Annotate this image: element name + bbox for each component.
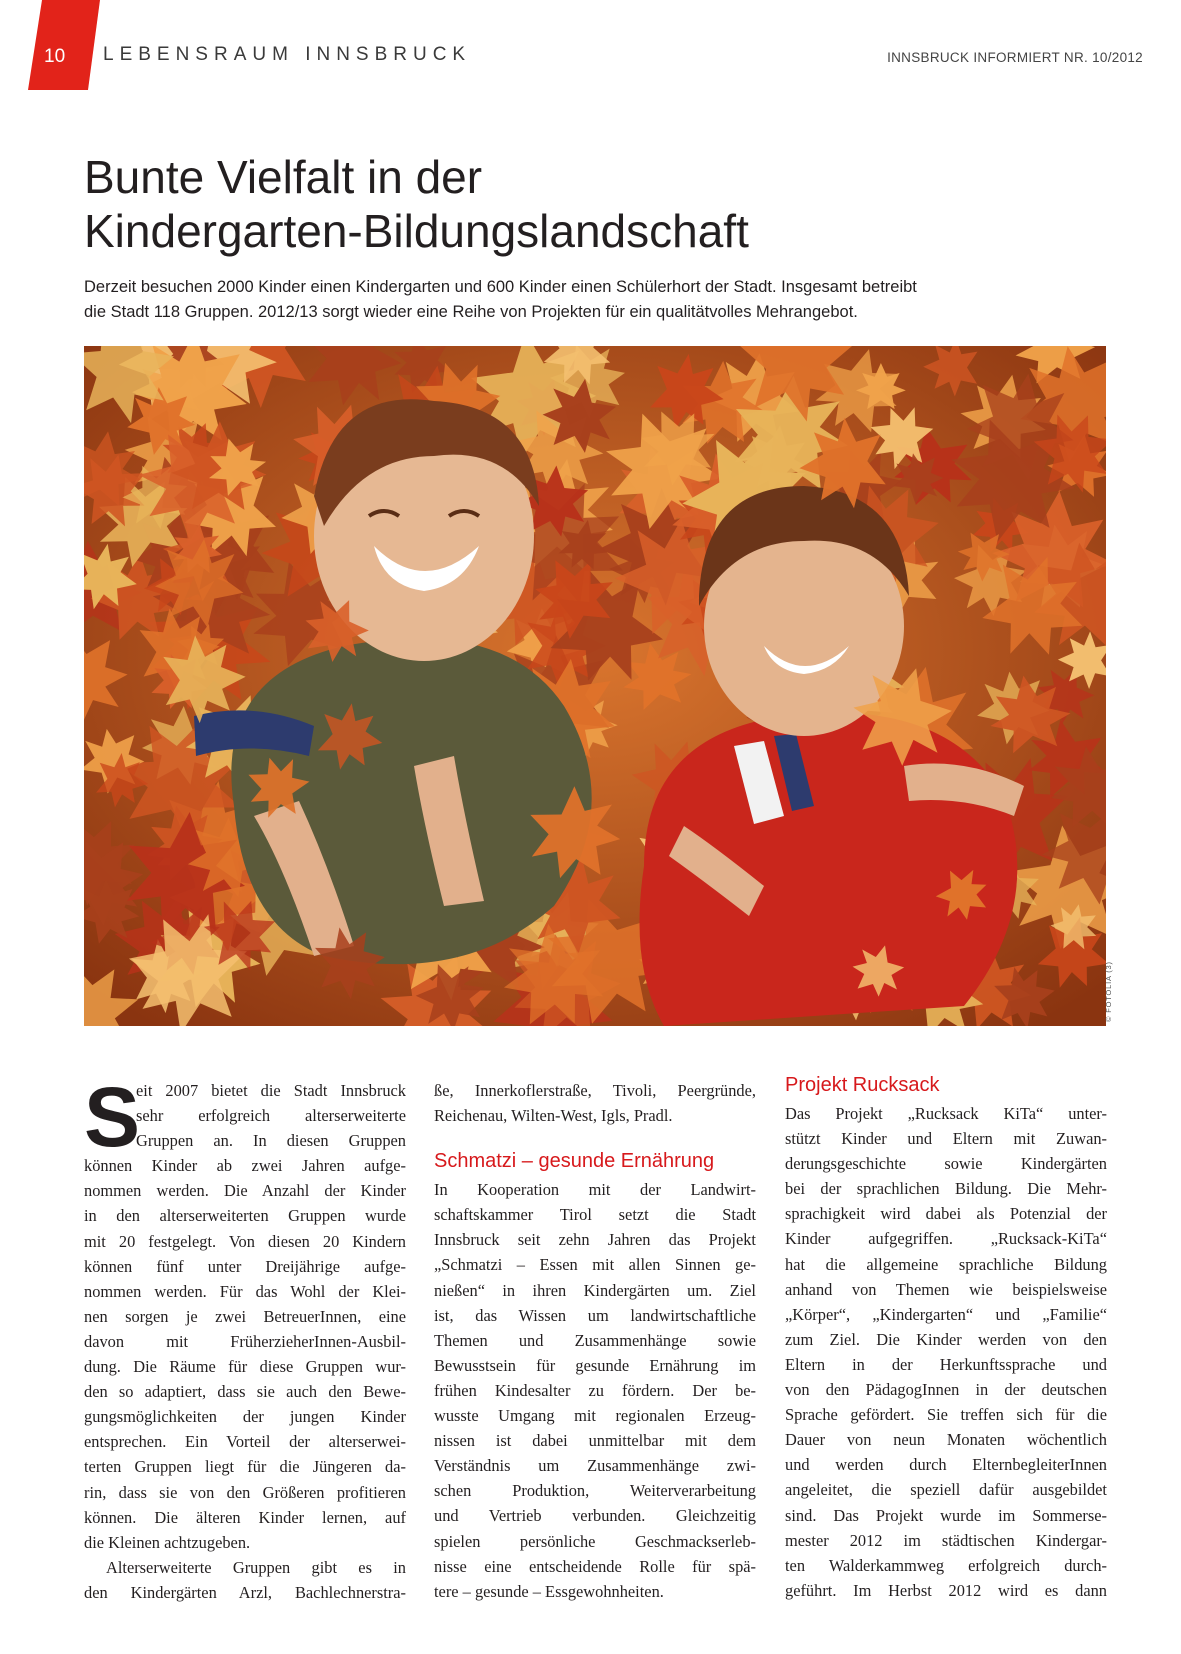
subhead-rucksack: Projekt Rucksack bbox=[785, 1074, 940, 1096]
text-line: Eltern in der Herkunftssprache und bbox=[785, 1354, 1107, 1374]
text-line: in den alterserweiterten Gruppen wurde bbox=[84, 1206, 406, 1226]
text-line: derungsgeschichte sowie Kindergärten bbox=[785, 1154, 1107, 1174]
text-line: terten Gruppen liegt für die Jüngeren da- bbox=[84, 1457, 406, 1477]
drop-cap: S bbox=[84, 1070, 141, 1164]
text-line: geführt. Im Herbst 2012 wird es dann bbox=[785, 1580, 1107, 1600]
text-line: und Vertrieb verbunden. Gleichzeitig bbox=[434, 1506, 756, 1526]
text-line: entsprechen. Ein Vorteil der alterserwei- bbox=[84, 1432, 406, 1452]
text-line: stützt Kinder und Eltern mit Zuwan- bbox=[785, 1129, 1107, 1149]
text-line: und werden durch ElternbegleiterInnen bbox=[785, 1455, 1107, 1475]
text-line: Kinder aufgegriffen. „Rucksack-KiTa“ bbox=[785, 1229, 1107, 1249]
text-line: tere – gesunde – Essgewohnheiten. bbox=[434, 1581, 664, 1601]
article-photo bbox=[84, 346, 1106, 1026]
text-line: nießen“ in ihren Kindergärten um. Ziel bbox=[434, 1280, 756, 1300]
text-line: von den PädagogInnen in der deutschen bbox=[785, 1380, 1107, 1400]
text-line: ten Walderkammweg erfolgreich durch- bbox=[785, 1555, 1107, 1575]
children-in-autumn-leaves-illustration bbox=[84, 346, 1106, 1026]
text-line: können fünf unter Dreijährige aufge- bbox=[84, 1256, 406, 1276]
text-line: anhand von Themen wie beispielsweise bbox=[785, 1279, 1107, 1299]
text-line: hat die allgemeine sprachliche Bildung bbox=[785, 1254, 1107, 1274]
text-line: „Körper“, „Kindergarten“ und „Familie“ bbox=[785, 1304, 1107, 1324]
text-line: die Kleinen achtzugeben. bbox=[84, 1532, 251, 1552]
article-column-2 bbox=[434, 1078, 756, 1604]
text-line: dung. Die Räume für diese Gruppen wur- bbox=[84, 1357, 406, 1377]
text-line: Bewusstsein für gesunde Ernährung im bbox=[434, 1355, 756, 1375]
text-line: spielen persönliche Geschmackserleb- bbox=[434, 1531, 756, 1551]
text-line: nisse eine entscheidende Rolle für spä- bbox=[434, 1556, 756, 1576]
text-line: ist, das Wissen um landwirtschaftliche bbox=[434, 1305, 756, 1325]
text-line: davon mit FrüherzieherInnen-Ausbil- bbox=[84, 1331, 406, 1351]
text-line: Dauer von neun Monaten wöchentlich bbox=[785, 1430, 1107, 1450]
text-line: frühen Kindesalter zu fördern. Der be- bbox=[434, 1380, 756, 1400]
article-lead bbox=[84, 275, 1094, 325]
text-line: Innsbruck seit zehn Jahren das Projekt bbox=[434, 1230, 756, 1250]
photo-credit: © FOTOLIA (3) bbox=[1104, 961, 1113, 1022]
text-line: Alterserweiterte Gruppen gibt es in bbox=[106, 1557, 406, 1577]
text-line: Themen und Zusammenhänge sowie bbox=[434, 1330, 756, 1350]
text-line: den so adaptiert, dass sie auch den Bewe- bbox=[84, 1382, 406, 1402]
text-line: „Schmatzi – Essen mit allen Sinnen ge- bbox=[434, 1255, 756, 1275]
text-line: wusste Umgang mit regionalen Erzeug- bbox=[434, 1406, 756, 1426]
text-line: mester 2012 im städtischen Kindergar- bbox=[785, 1530, 1107, 1550]
text-line: nommen werden. Die Anzahl der Kinder bbox=[84, 1181, 406, 1201]
text-line: sind. Das Projekt wurde im Sommerse- bbox=[785, 1505, 1107, 1525]
text-line: können Kinder ab zwei Jahren aufge- bbox=[84, 1156, 406, 1176]
issue-label: INNSBRUCK INFORMIERT NR. 10/2012 bbox=[887, 50, 1143, 65]
page-number-tab bbox=[28, 0, 100, 90]
text-line: schaftskammer Tirol setzt die Stadt bbox=[434, 1205, 756, 1225]
text-line: zum Ziel. Die Kinder werden von den bbox=[785, 1329, 1107, 1349]
text-line: rin, dass sie von den Größeren profitieren bbox=[84, 1482, 406, 1502]
text-line: Gruppen an. In diesen Gruppen bbox=[136, 1131, 406, 1151]
text-line: In Kooperation mit der Landwirt- bbox=[434, 1180, 756, 1200]
section-title: LEBENSRAUM INNSBRUCK bbox=[103, 44, 472, 65]
text-line: schen Produktion, Weiterverarbeitung bbox=[434, 1481, 756, 1501]
text-line: nommen werden. Für das Wohl der Klei- bbox=[84, 1281, 406, 1301]
article-title-line: Bunte Vielfalt in der bbox=[84, 151, 483, 203]
text-line: angeleitet, die speziell dafür ausgebildet bbox=[785, 1480, 1107, 1500]
text-line: eit 2007 bietet die Stadt Innsbruck bbox=[136, 1081, 406, 1100]
article-column-1 bbox=[84, 1070, 406, 1605]
text-line: ße, Innerkoflerstraße, Tivoli, Peergründe, bbox=[434, 1081, 756, 1100]
text-line: sprachigkeit wird dabei als Potenzial der bbox=[785, 1204, 1107, 1224]
text-line: Sprache gefördert. Sie treffen sich für die bbox=[785, 1405, 1107, 1425]
article-title bbox=[84, 150, 1094, 258]
text-line: sehr erfolgreich alterserweiterte bbox=[136, 1106, 406, 1126]
text-line: können. Die älteren Kinder lernen, auf bbox=[84, 1507, 406, 1527]
text-line: bei der sprachlichen Bildung. Die Mehr- bbox=[785, 1179, 1107, 1199]
lead-line: Derzeit besuchen 2000 Kinder einen Kindergarten und 600 Kinder einen Schülerhort der Stadt. Insgesamt betreibt bbox=[84, 278, 917, 296]
text-line: mit 20 festgelegt. Von diesen 20 Kindern bbox=[84, 1231, 406, 1251]
text-line: Reichenau, Wilten-West, Igls, Pradl. bbox=[434, 1106, 673, 1126]
subhead-schmatzi: Schmatzi – gesunde Ernährung bbox=[434, 1150, 715, 1173]
lead-line: die Stadt 118 Gruppen. 2012/13 sorgt wieder eine Reihe von Projekten für ein qualitätvolles Mehrangebot. bbox=[84, 303, 858, 321]
text-line: den Kindergärten Arzl, Bachlechnerstra- bbox=[84, 1582, 406, 1602]
text-line: nissen ist dabei unmittelbar mit dem bbox=[434, 1431, 756, 1451]
text-line: Verständnis um Zusammenhänge zwi- bbox=[434, 1456, 756, 1476]
text-line: nen sorgen je zwei BetreuerInnen, eine bbox=[84, 1306, 406, 1326]
text-line: Das Projekt „Rucksack KiTa“ unter- bbox=[785, 1104, 1107, 1123]
text-line: gungsmöglichkeiten der jungen Kinder bbox=[84, 1407, 406, 1427]
article-title-line: Kindergarten-Bildungslandschaft bbox=[84, 205, 749, 257]
article-column-3 bbox=[785, 1074, 1107, 1603]
page-number: 10 bbox=[44, 46, 66, 67]
